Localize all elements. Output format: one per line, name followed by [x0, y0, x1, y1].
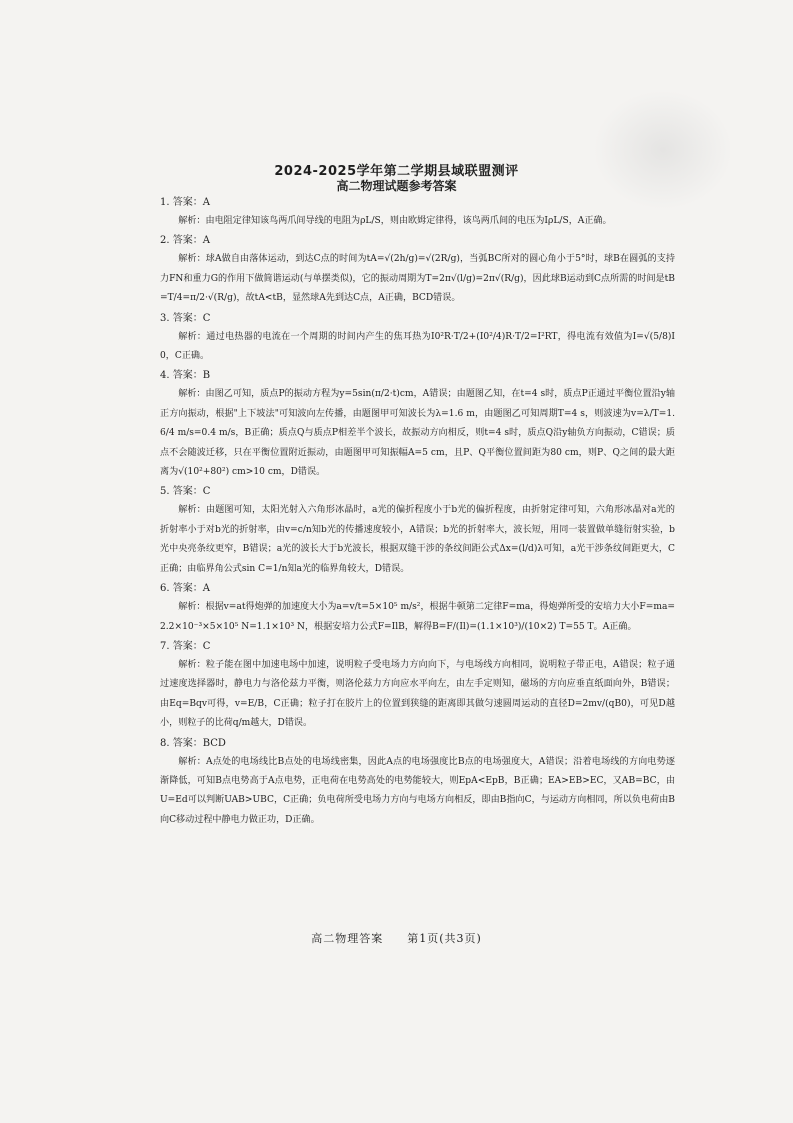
answer-item-4	[160, 368, 675, 482]
answer-item-2	[160, 233, 675, 308]
page-footer: 高二物理答案 第1页(共3页)	[311, 932, 482, 945]
answer-item-8	[160, 736, 675, 831]
answer-item-3	[160, 311, 675, 367]
answer-label: 2. 答案：A	[160, 235, 210, 247]
answer-item-1	[160, 195, 675, 231]
answer-explanation: 解析：通过电热器的电流在一个周期的时间内产生的焦耳热为I0²R·T/2+(I0²/4)R·T/2=I²RT，得电流有效值为I=√(5/8)I0，C正确。	[160, 331, 675, 362]
answer-label: 8. 答案：BCD	[160, 737, 226, 749]
answer-explanation: 解析：A点处的电场线比B点处的电场线密集，因此A点的电场强度比B点的电场强度大，A错误；沿着电场线的方向电势逐渐降低，可知B点电势高于A点电势，正电荷在电势高处的电势能较大，则EpA<EpB，B正确；EA>EB>EC，又AB=BC，由U=Ed可以判断UAB>UBC，C正确；负电荷所受电场力方向与电场方向相反，即由B指向C，与运动方向相同，所以负电荷由B向C移动过程中静电力做正功，D正确。	[160, 756, 675, 825]
answer-label: 5. 答案：C	[160, 486, 211, 498]
answer-explanation: 解析：粒子能在图中加速电场中加速，说明粒子受电场力方向向下，与电场线方向相同，说明粒子带正电，A错误；粒子通过速度选择器时，静电力与洛伦兹力平衡，则洛伦兹力方向应水平向左，由左手定则知，磁场的方向应垂直纸面向外，B错误；由Eq=Bqv可得，v=E/B，C正确；粒子打在胶片上的位置到狭缝的距离即其做匀速圆周运动的直径D=2mv/(qB0)，可见D越小，则粒子的比荷q/m越大，D错误。	[160, 659, 675, 729]
answer-label: 1. 答案：A	[160, 197, 210, 208]
answer-explanation: 解析：由图乙可知，质点P的振动方程为y=5sin(π/2·t)cm，A错误；由题图乙知，在t=4 s时，质点P正通过平衡位置沿y轴正方向振动，根据"上下坡法"可知波向左传播，由题图甲可知波长为λ=1.6 m，由题图乙可知周期T=4 s，则波速为v=λ/T=1.6/4 m/s=0.4 m/s，B正确；质点Q与质点P相差半个波长，故振动方向相反，则t=4 s时，质点Q沿y轴负方向振动，C错误；质点不会随波迁移，只在平衡位置附近振动，由题图甲可知振幅A=5 cm，且P、Q平衡位置间距为80 cm，则P、Q之间的最大距离为√(10²+80²) cm>10 cm，D错误。	[160, 389, 675, 478]
answer-list	[160, 195, 675, 832]
answer-label: 6. 答案：A	[160, 583, 210, 595]
answer-item-5	[160, 484, 675, 579]
answer-explanation: 解析：根据v=at得炮弹的加速度大小为a=v/t=5×10⁵ m/s²，根据牛顿第二定律F=ma，得炮弹所受的安培力大小F=ma=2.2×10⁻³×5×10⁵ N=1.1×10³ N，根据安培力公式F=IlB，解得B=F/(Il)=(1.1×10³)/(10×2) T=55 T。A正确。	[160, 602, 675, 632]
answer-explanation: 解析：球A做自由落体运动，到达C点的时间为tA=√(2h/g)=√(2R/g)，当弧BC所对的圆心角小于5°时，球B在圆弧的支持力FN和重力G的作用下做简谐运动(与单摆类似)，它的振动周期为T=2π√(l/g)=2π√(R/g)，因此球B运动到C点所需的时间是tB=T/4=π/2·√(R/g)，故tA<tB，显然球A先到达C点，A正确，BCD错误。	[160, 254, 675, 304]
answer-label: 4. 答案：B	[160, 370, 211, 382]
answer-explanation: 解析：由电阻定律知该鸟两爪间导线的电阻为ρL/S，则由欧姆定律得，该鸟两爪间的电压为IρL/S，A正确。	[178, 216, 612, 226]
document-subtitle: 高二物理试题参考答案	[336, 179, 457, 193]
answer-label: 7. 答案：C	[160, 640, 211, 652]
document-title: 2024-2025学年第二学期县域联盟测评	[274, 164, 519, 179]
answer-label: 3. 答案：C	[160, 312, 211, 324]
answer-explanation: 解析：由题图可知，太阳光射入六角形冰晶时，a光的偏折程度小于b光的偏折程度，由折射定律可知，六角形冰晶对a光的折射率小于对b光的折射率，由v=c/n知b光的传播速度较小，A错误；b光的折射率大，波长短，用同一装置做单缝衍射实验，b光中央亮条纹更窄，B错误；a光的波长大于b光波长，根据双缝干涉的条纹间距公式Δx=(l/d)λ可知，a光干涉条纹间距更大，C正确；由临界角公式sin C=1/n知a光的临界角较大，D错误。	[160, 505, 675, 574]
answer-item-7	[160, 639, 675, 734]
answer-item-6	[160, 581, 675, 637]
